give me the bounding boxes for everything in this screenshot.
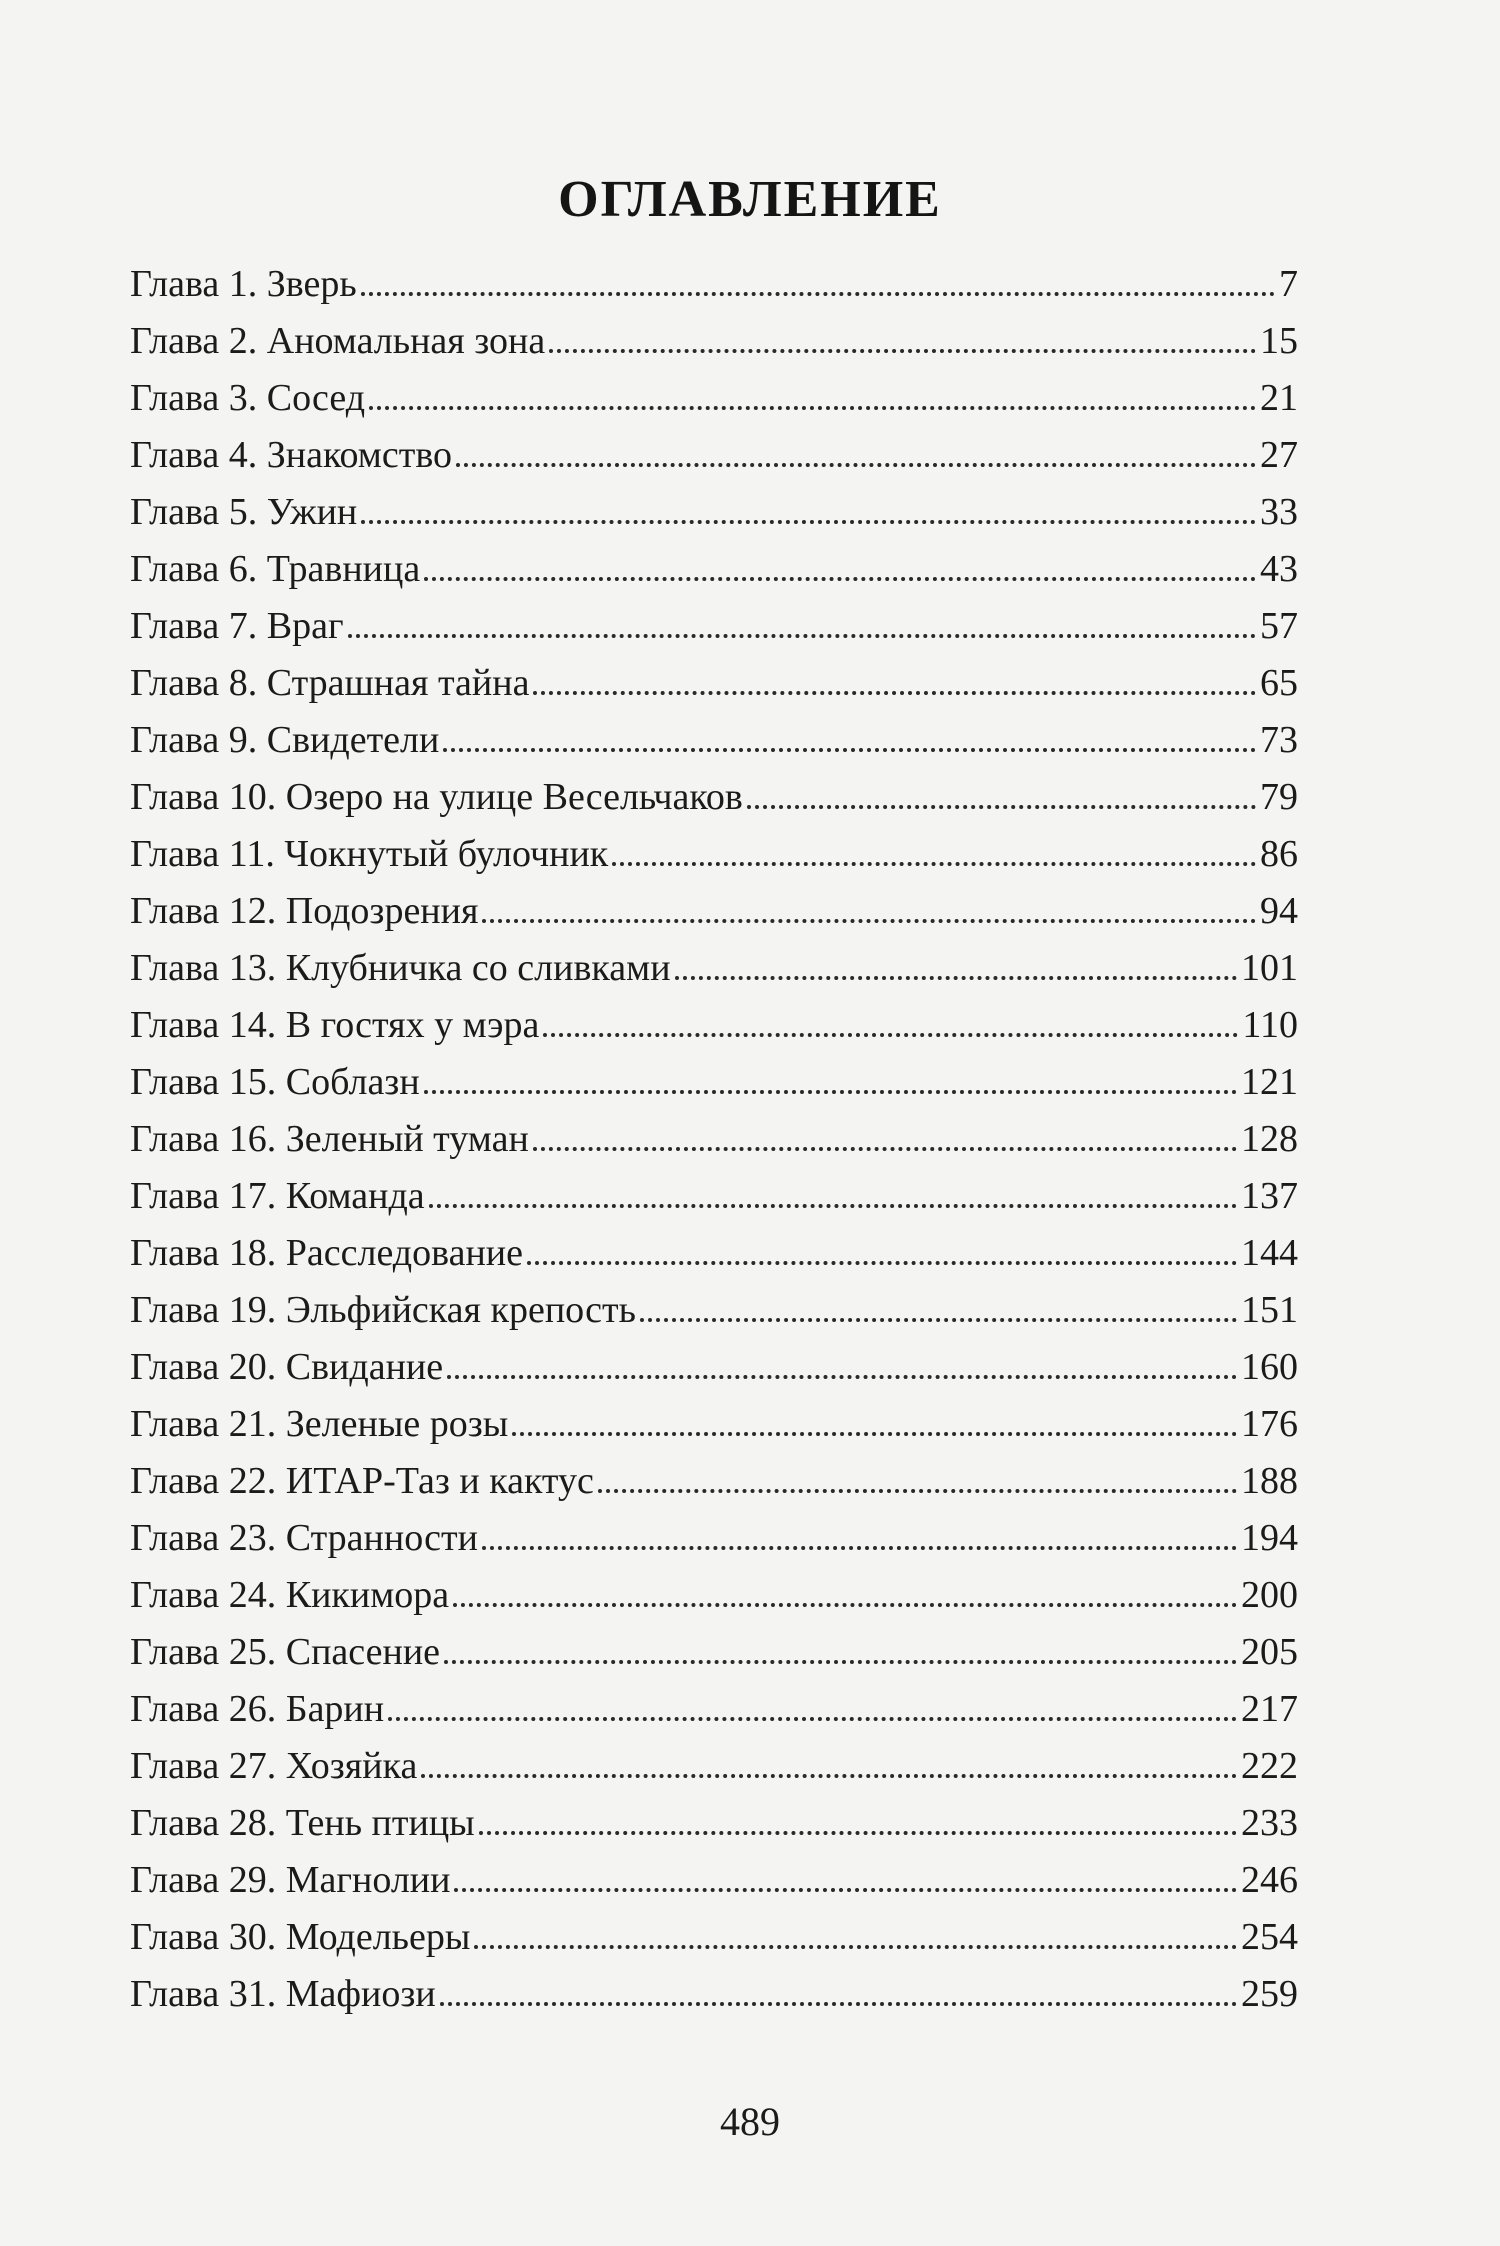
chapter-page-number: 160 (1241, 1346, 1298, 1388)
toc-entry (130, 1339, 1298, 1396)
dot-leader (388, 1717, 1237, 1721)
toc-entry (130, 1966, 1298, 2023)
toc-entry (130, 541, 1298, 598)
chapter-page-number: 65 (1260, 662, 1298, 704)
chapter-title: Глава 9. Свидетели (130, 719, 440, 761)
dot-leader (447, 1375, 1237, 1379)
chapter-page-number: 176 (1241, 1403, 1298, 1445)
chapter-page-number: 33 (1260, 491, 1298, 533)
dot-leader (549, 349, 1256, 353)
chapter-page-number: 128 (1241, 1118, 1298, 1160)
dot-leader (527, 1261, 1237, 1265)
chapter-page-number: 15 (1260, 320, 1298, 362)
chapter-title: Глава 23. Странности (130, 1517, 478, 1559)
dot-leader (533, 691, 1256, 695)
toc-entry (130, 655, 1298, 712)
toc-entry (130, 427, 1298, 484)
chapter-title: Глава 15. Соблазн (130, 1061, 420, 1103)
chapter-page-number: 144 (1241, 1232, 1298, 1274)
dot-leader (348, 634, 1256, 638)
toc-entry (130, 1225, 1298, 1282)
chapter-title: Глава 4. Знакомство (130, 434, 452, 476)
dot-leader (454, 1888, 1237, 1892)
chapter-title: Глава 29. Магнолии (130, 1859, 451, 1901)
chapter-title: Глава 24. Кикимора (130, 1574, 450, 1616)
chapter-page-number: 101 (1241, 947, 1298, 989)
dot-leader (361, 520, 1256, 524)
chapter-page-number: 222 (1241, 1745, 1298, 1787)
chapter-page-number: 137 (1241, 1175, 1298, 1217)
dot-leader (612, 862, 1256, 866)
toc-entry (130, 997, 1298, 1054)
toc-entry (130, 1282, 1298, 1339)
page-number: 489 (720, 2099, 780, 2144)
dot-leader (421, 1774, 1237, 1778)
chapter-page-number: 7 (1279, 263, 1298, 305)
dot-leader (444, 1660, 1237, 1664)
chapter-page-number: 194 (1241, 1517, 1298, 1559)
chapter-page-number: 86 (1260, 833, 1298, 875)
chapter-title: Глава 22. ИТАР-Таз и кактус (130, 1460, 594, 1502)
dot-leader (443, 748, 1256, 752)
toc-entry (130, 484, 1298, 541)
toc-entry (130, 1111, 1298, 1168)
dot-leader (440, 2002, 1237, 2006)
chapter-title: Глава 25. Спасение (130, 1631, 441, 1673)
chapter-title: Глава 27. Хозяйка (130, 1745, 418, 1787)
page-title: ОГЛАВЛЕНИЕ (558, 170, 942, 228)
chapter-title: Глава 6. Травница (130, 548, 421, 590)
chapter-page-number: 233 (1241, 1802, 1298, 1844)
chapter-title: Глава 31. Мафиози (130, 1973, 436, 2015)
dot-leader (453, 1603, 1237, 1607)
chapter-title: Глава 12. Подозрения (130, 890, 479, 932)
chapter-title: Глава 14. В гостях у мэра (130, 1004, 540, 1046)
toc-entry (130, 1624, 1298, 1681)
toc-entry (130, 1168, 1298, 1225)
toc-entry (130, 769, 1298, 826)
dot-leader (675, 976, 1237, 980)
chapter-title: Глава 13. Клубничка со сливками (130, 947, 671, 989)
dot-leader (424, 577, 1256, 581)
chapter-title: Глава 16. Зеленый туман (130, 1118, 529, 1160)
dot-leader (361, 292, 1275, 296)
toc-entry (130, 1852, 1298, 1909)
toc-entry (130, 313, 1298, 370)
dot-leader (369, 406, 1256, 410)
chapter-page-number: 94 (1260, 890, 1298, 932)
toc-entry (130, 826, 1298, 883)
chapter-title: Глава 17. Команда (130, 1175, 425, 1217)
toc-entry (130, 940, 1298, 997)
chapter-title: Глава 1. Зверь (130, 263, 357, 305)
toc-entry (130, 1567, 1298, 1624)
toc-entry (130, 883, 1298, 940)
dot-leader (474, 1945, 1237, 1949)
toc-entry (130, 1510, 1298, 1567)
chapter-page-number: 43 (1260, 548, 1298, 590)
toc-entry (130, 1453, 1298, 1510)
chapter-title: Глава 28. Тень птицы (130, 1802, 475, 1844)
chapter-page-number: 246 (1241, 1859, 1298, 1901)
chapter-title: Глава 21. Зеленые розы (130, 1403, 509, 1445)
toc-entry (130, 1795, 1298, 1852)
chapter-title: Глава 3. Сосед (130, 377, 366, 419)
chapter-page-number: 205 (1241, 1631, 1298, 1673)
chapter-page-number: 21 (1260, 377, 1298, 419)
chapter-title: Глава 26. Барин (130, 1688, 385, 1730)
chapter-title: Глава 5. Ужин (130, 491, 358, 533)
chapter-page-number: 217 (1241, 1688, 1298, 1730)
chapter-title: Глава 18. Расследование (130, 1232, 523, 1274)
chapter-page-number: 110 (1242, 1004, 1298, 1046)
chapter-page-number: 27 (1260, 434, 1298, 476)
toc-entry (130, 1909, 1298, 1966)
toc-entry (130, 256, 1298, 313)
toc-entry (130, 712, 1298, 769)
chapter-page-number: 254 (1241, 1916, 1298, 1958)
toc-entry (130, 370, 1298, 427)
dot-leader (429, 1204, 1237, 1208)
chapter-page-number: 121 (1241, 1061, 1298, 1103)
dot-leader (640, 1318, 1237, 1322)
chapter-title: Глава 30. Модельеры (130, 1916, 471, 1958)
table-of-contents (130, 256, 1298, 2023)
dot-leader (456, 463, 1256, 467)
chapter-page-number: 200 (1241, 1574, 1298, 1616)
chapter-page-number: 73 (1260, 719, 1298, 761)
chapter-title: Глава 20. Свидание (130, 1346, 444, 1388)
chapter-title: Глава 7. Враг (130, 605, 344, 647)
chapter-page-number: 79 (1260, 776, 1298, 818)
dot-leader (543, 1033, 1238, 1037)
dot-leader (598, 1489, 1237, 1493)
chapter-page-number: 151 (1241, 1289, 1298, 1331)
chapter-page-number: 188 (1241, 1460, 1298, 1502)
dot-leader (424, 1090, 1237, 1094)
chapter-page-number: 57 (1260, 605, 1298, 647)
toc-entry (130, 1681, 1298, 1738)
toc-entry (130, 598, 1298, 655)
chapter-title: Глава 8. Страшная тайна (130, 662, 530, 704)
toc-entry (130, 1396, 1298, 1453)
dot-leader (479, 1831, 1237, 1835)
chapter-title: Глава 11. Чокнутый булочник (130, 833, 609, 875)
dot-leader (512, 1432, 1237, 1436)
dot-leader (482, 1546, 1237, 1550)
chapter-page-number: 259 (1241, 1973, 1298, 2015)
toc-entry (130, 1738, 1298, 1795)
chapter-title: Глава 19. Эльфийская крепость (130, 1289, 636, 1331)
toc-entry (130, 1054, 1298, 1111)
dot-leader (533, 1147, 1237, 1151)
chapter-title: Глава 2. Аномальная зона (130, 320, 546, 362)
chapter-title: Глава 10. Озеро на улице Весельчаков (130, 776, 743, 818)
dot-leader (747, 805, 1256, 809)
dot-leader (482, 919, 1256, 923)
